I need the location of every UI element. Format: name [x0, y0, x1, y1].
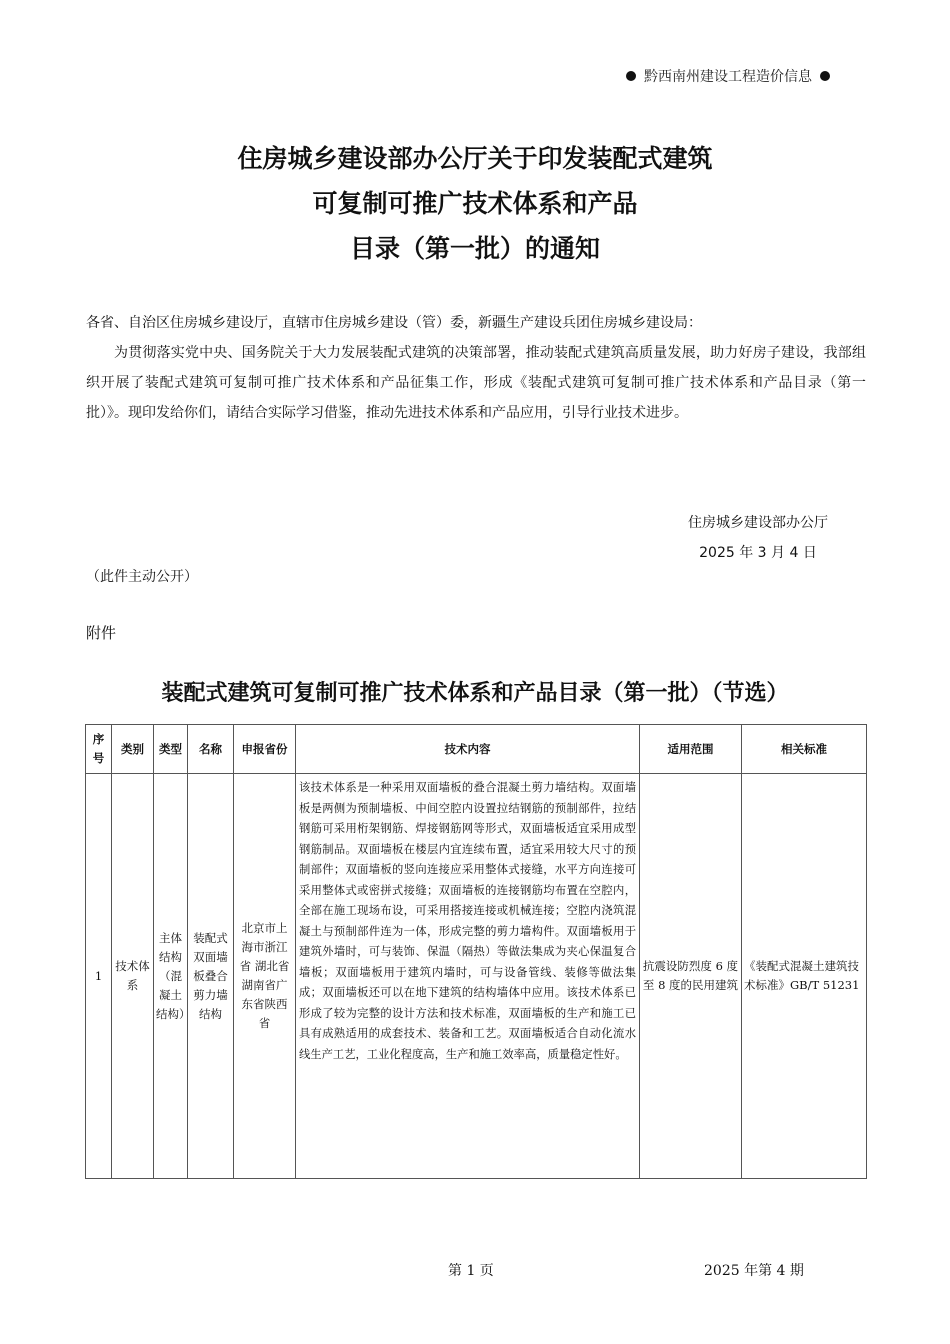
signature-date: 2025 年 3 月 4 日: [699, 545, 817, 561]
title-line-1: 住房城乡建设部办公厅关于印发装配式建筑: [237, 144, 713, 173]
cell-standard: 《装配式混凝土建筑技术标准》GB/T 51231: [742, 774, 867, 1179]
header-cell-content: 技术内容: [296, 725, 640, 774]
header: [626, 66, 830, 86]
body-paragraph: 为贯彻落实党中央、国务院关于大力发展装配式建筑的决策部署，推动装配式建筑高质量发展，助力好房子建设，我部组织开展了装配式建筑可复制可推广技术体系和产品征集工作，形成《装配式建筑可复制可推广技术体系和产品目录（第一批）》。现印发给你们，请结合实际学习借鉴，推动先进技术体系和产品应用，引导行业技术进步。: [86, 345, 866, 421]
signature-org: 住房城乡建设部办公厅: [688, 515, 828, 531]
header-cell-scope: 适用范围: [640, 725, 742, 774]
cell-seq: 1: [86, 774, 112, 1179]
signature-block: [688, 508, 828, 568]
salutation: 各省、自治区住房城乡建设厅，直辖市住房城乡建设（管）委，新疆生产建设兵团住房城乡建设局：: [86, 315, 702, 331]
notice-body: [86, 308, 866, 428]
cell-type: 主体结构（混凝土结构）: [154, 774, 188, 1179]
title-line-3: 目录（第一批）的通知: [349, 234, 600, 263]
catalog-table: [85, 724, 867, 1179]
header-text: 黔西南州建设工程造价信息: [644, 69, 812, 85]
table-row: [86, 774, 867, 1179]
header-cell-provinces: 申报省份: [234, 725, 296, 774]
public-note: （此件主动公开）: [86, 569, 198, 585]
header-cell-category: 类别: [112, 725, 154, 774]
cell-category: 技术体系: [112, 774, 154, 1179]
attachment-label: 附件: [86, 624, 117, 642]
bullet-dot-icon: [626, 71, 636, 81]
page-title: [0, 136, 950, 271]
cell-content: 该技术体系是一种采用双面墙板的叠合混凝土剪力墙结构。双面墙板是两侧为预制墙板、中间空腔内设置拉结钢筋的预制部件，拉结钢筋可采用桁架钢筋、焊接钢筋网等形式，双面墙板适宜采用成型钢筋制品。双面墙板在楼层内宜连续布置，适宜采用较大尺寸的预制部件；双面墙板的竖向连接应采用整体式接缝，水平方向连接可采用整体式或密拼式接缝；双面墙板的连接钢筋均布置在空腔内，全部在施工现场布设，可采用搭接连接或机械连接；空腔内浇筑混凝土与预制部件连为一体，形成完整的剪力墙构件。双面墙板用于建筑外墙时，可与装饰、保温（隔热）等做法集成为夹心保温复合墙板；双面墙板用于建筑内墙时，可与设备管线、装修等做法集成；双面墙板还可以在地下建筑的结构墙体中应用。该技术体系已形成了较为完整的设计方法和技术标准，双面墙板的生产和施工已具有成熟适用的成套技术、装备和工艺。双面墙板适合自动化流水线生产工艺，工业化程度高，生产和施工效率高，质量稳定性好。: [296, 774, 640, 1179]
footer-page-number: 第 1 页: [448, 1263, 494, 1279]
cell-name: 装配式双面墙板叠合剪力墙结构: [188, 774, 234, 1179]
header-cell-type: 类型: [154, 725, 188, 774]
bullet-dot-icon: [820, 71, 830, 81]
footer-issue: 2025 年第 4 期: [704, 1263, 804, 1279]
header-cell-seq: 序号: [86, 725, 112, 774]
cell-scope: 抗震设防烈度 6 度至 8 度的民用建筑: [640, 774, 742, 1179]
title-line-2: 可复制可推广技术体系和产品: [312, 189, 638, 218]
header-cell-name: 名称: [188, 725, 234, 774]
table-header-row: [86, 725, 867, 774]
cell-provinces: 北京市上海市浙江省 湖北省湖南省广东省陕西省: [234, 774, 296, 1179]
header-cell-standard: 相关标准: [742, 725, 867, 774]
catalog-title: 装配式建筑可复制可推广技术体系和产品目录（第一批）（节选）: [161, 681, 789, 706]
